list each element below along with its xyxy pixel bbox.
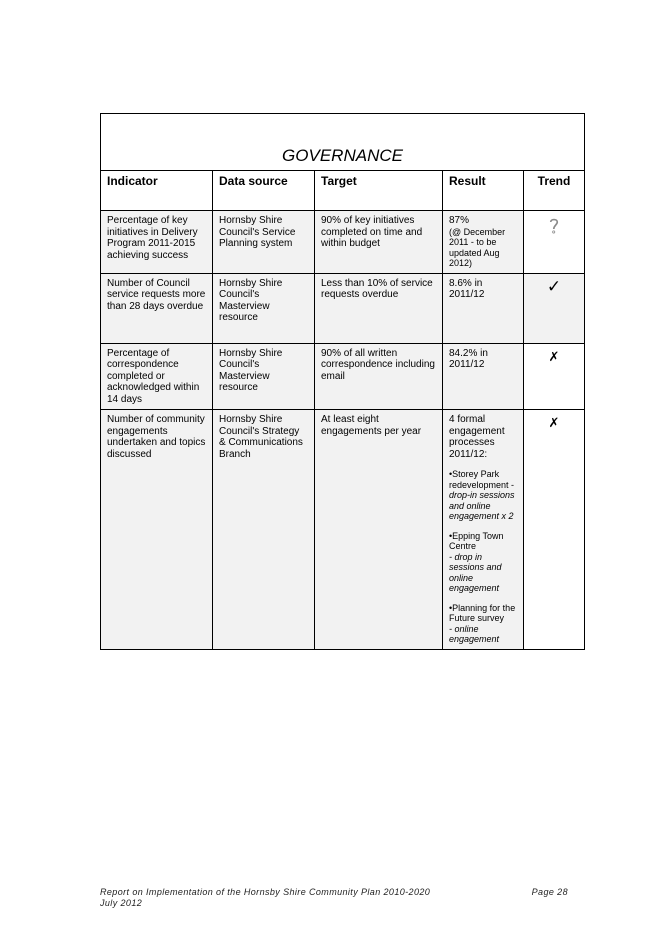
- header-indicator: Indicator: [101, 171, 213, 211]
- header-result: Result: [443, 171, 524, 211]
- table-row: [101, 343, 585, 410]
- table-row: [101, 273, 585, 343]
- result-note: (@ December 2011 - to be updated Aug 2012): [449, 226, 506, 268]
- tick-icon: ✓: [546, 276, 562, 296]
- result-main: 87%: [449, 215, 470, 226]
- bullet-detail: - drop in sessions and online engagement: [449, 551, 502, 593]
- indicator-cell: Number of Council service requests more than 28 days overdue: [101, 273, 213, 343]
- result-cell: 8.6% in 2011/12: [443, 273, 524, 343]
- question-mark-icon: [548, 217, 560, 239]
- governance-table: [100, 113, 585, 650]
- bullet-title: •Storey Park redevelopment -: [449, 469, 515, 490]
- indicator-cell: Percentage of key initiatives in Delivery Program 2011-2015 achieving success: [101, 211, 213, 274]
- source-cell: Hornsby Shire Council's Masterview resource: [213, 343, 315, 410]
- result-cell: [443, 211, 524, 274]
- header-trend: Trend: [524, 171, 585, 211]
- list-item: [449, 531, 517, 594]
- header-target: Target: [315, 171, 443, 211]
- indicator-cell: Number of community engagements undertaken and topics discussed: [101, 410, 213, 650]
- source-cell: Hornsby Shire Council's Service Planning system: [213, 211, 315, 274]
- header-data-source: Data source: [213, 171, 315, 211]
- bullet-title: •Planning for the Future survey: [449, 602, 516, 623]
- bullet-title: •Epping Town Centre: [449, 530, 504, 551]
- cross-icon: ✗: [548, 415, 560, 430]
- table-header-row: [101, 171, 585, 211]
- footer-date: July 2012: [100, 898, 143, 908]
- source-cell: Hornsby Shire Council's Masterview resource: [213, 273, 315, 343]
- trend-cell: [524, 343, 585, 410]
- trend-cell: [524, 211, 585, 274]
- list-item: [449, 469, 517, 522]
- footer-report-title: Report on Implementation of the Hornsby Shire Community Plan 2010-2020: [100, 887, 431, 897]
- source-cell: Hornsby Shire Council's Strategy & Communications Branch: [213, 410, 315, 650]
- table-row: [101, 211, 585, 274]
- page-footer: [100, 887, 568, 909]
- result-cell: [443, 410, 524, 650]
- table-title: GOVERNANCE: [101, 114, 585, 171]
- bullet-detail: - online engagement: [449, 623, 500, 644]
- list-item: [449, 603, 517, 645]
- trend-cell: [524, 410, 585, 650]
- result-cell: 84.2% in 2011/12: [443, 343, 524, 410]
- cross-icon: ✗: [548, 348, 560, 364]
- indicator-cell: Percentage of correspondence completed or acknowledged within 14 days: [101, 343, 213, 410]
- target-cell: 90% of key initiatives completed on time and within budget: [315, 211, 443, 274]
- trend-cell: [524, 273, 585, 343]
- page-number: Page 28: [531, 887, 568, 897]
- target-cell: 90% of all written correspondence including email: [315, 343, 443, 410]
- table-row: [101, 410, 585, 650]
- bullet-detail: drop-in sessions and online engagement x 2: [449, 490, 515, 521]
- target-cell: Less than 10% of service requests overdue: [315, 273, 443, 343]
- target-cell: At least eight engagements per year: [315, 410, 443, 650]
- result-main: 4 formal engagement processes 2011/12:: [449, 414, 505, 460]
